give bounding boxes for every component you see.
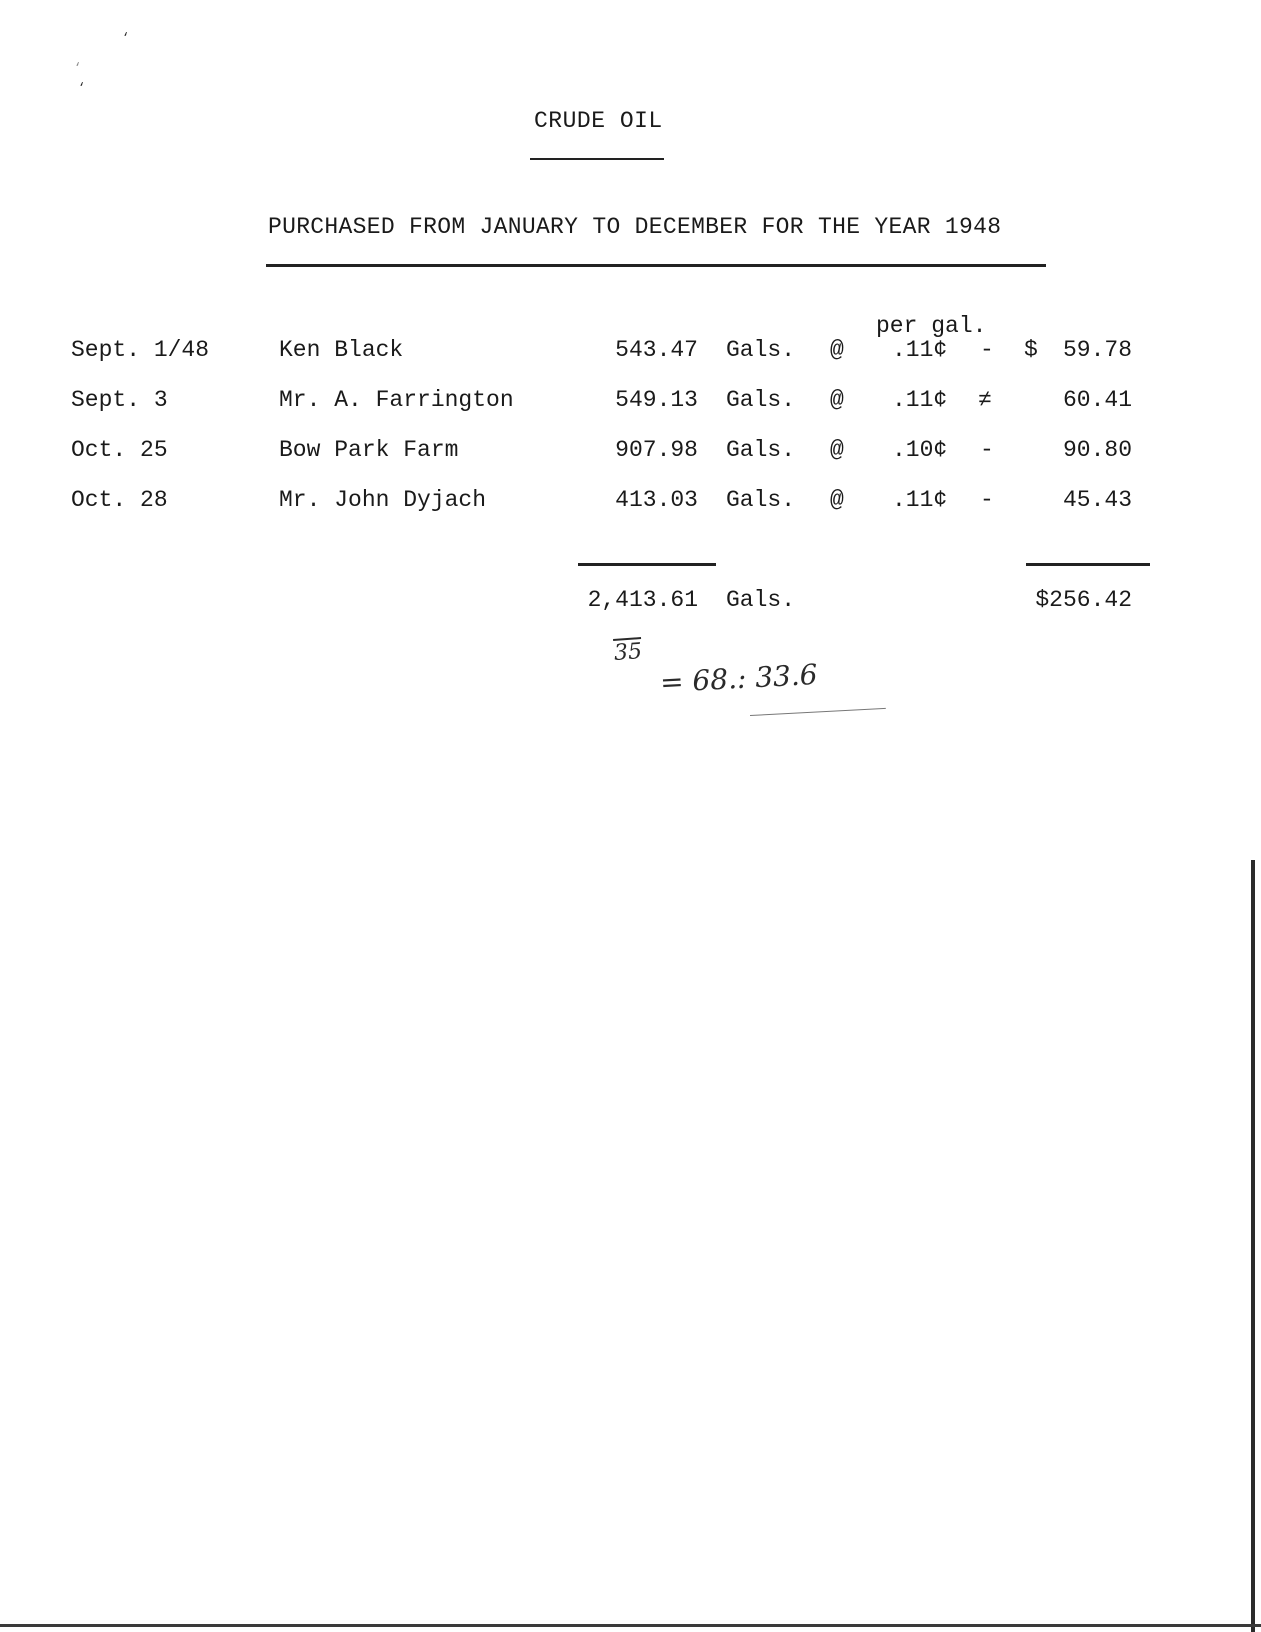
row-rate: .10¢ — [892, 437, 948, 463]
handwritten-result: = 68.: 33.6 — [659, 657, 819, 700]
row-gallons: 907.98 — [615, 437, 698, 463]
scan-speck: ‘ — [122, 31, 130, 45]
row-date: Sept. 1/48 — [71, 337, 210, 363]
row-gallons: 549.13 — [615, 387, 698, 413]
scan-speck: ‘ — [78, 81, 86, 95]
row-at: @ — [830, 437, 844, 463]
handwritten-divisor: 35 — [613, 639, 643, 666]
subtitle-underline — [266, 264, 1046, 267]
document-title: CRUDE OIL — [534, 108, 663, 134]
row-unit: Gals. — [726, 387, 796, 413]
row-name: Bow Park Farm — [279, 437, 459, 463]
row-separator: - — [980, 487, 994, 513]
gallons-total-rule — [578, 563, 716, 566]
page-edge-bottom — [0, 1624, 1261, 1627]
row-date: Oct. 25 — [71, 437, 168, 463]
row-name: Ken Black — [279, 337, 404, 363]
row-amount: 90.80 — [1062, 437, 1132, 463]
row-separator: - — [980, 437, 994, 463]
row-rate: .11¢ — [892, 387, 948, 413]
scan-speck: ‘ — [74, 61, 82, 75]
row-amount: 45.43 — [1062, 487, 1132, 513]
page-edge-right — [1251, 860, 1255, 1632]
row-unit: Gals. — [726, 437, 796, 463]
row-amount: 60.41 — [1062, 387, 1132, 413]
row-date: Oct. 28 — [71, 487, 168, 513]
currency-symbol: $ — [1024, 337, 1038, 363]
title-underline — [530, 158, 664, 160]
total-unit: Gals. — [726, 587, 796, 613]
row-name: Mr. John Dyjach — [279, 487, 487, 513]
total-amount: $256.42 — [1035, 587, 1132, 613]
row-amount: 59.78 — [1062, 337, 1132, 363]
amount-total-rule — [1026, 563, 1150, 566]
row-rate: .11¢ — [892, 487, 948, 513]
per-gal-header: per gal. — [876, 313, 987, 339]
row-at: @ — [830, 387, 844, 413]
row-date: Sept. 3 — [71, 387, 168, 413]
pencil-underline — [750, 708, 886, 716]
row-separator: ≠ — [978, 387, 992, 413]
row-rate: .11¢ — [892, 337, 948, 363]
row-name: Mr. A. Farrington — [279, 387, 514, 413]
row-at: @ — [830, 337, 844, 363]
row-unit: Gals. — [726, 487, 796, 513]
total-gallons: 2,413.61 — [587, 587, 698, 613]
row-unit: Gals. — [726, 337, 796, 363]
row-gallons: 543.47 — [615, 337, 698, 363]
row-at: @ — [830, 487, 844, 513]
row-gallons: 413.03 — [615, 487, 698, 513]
document-subtitle: PURCHASED FROM JANUARY TO DECEMBER FOR THE YEAR 1948 — [268, 214, 1002, 240]
row-separator: - — [980, 337, 994, 363]
